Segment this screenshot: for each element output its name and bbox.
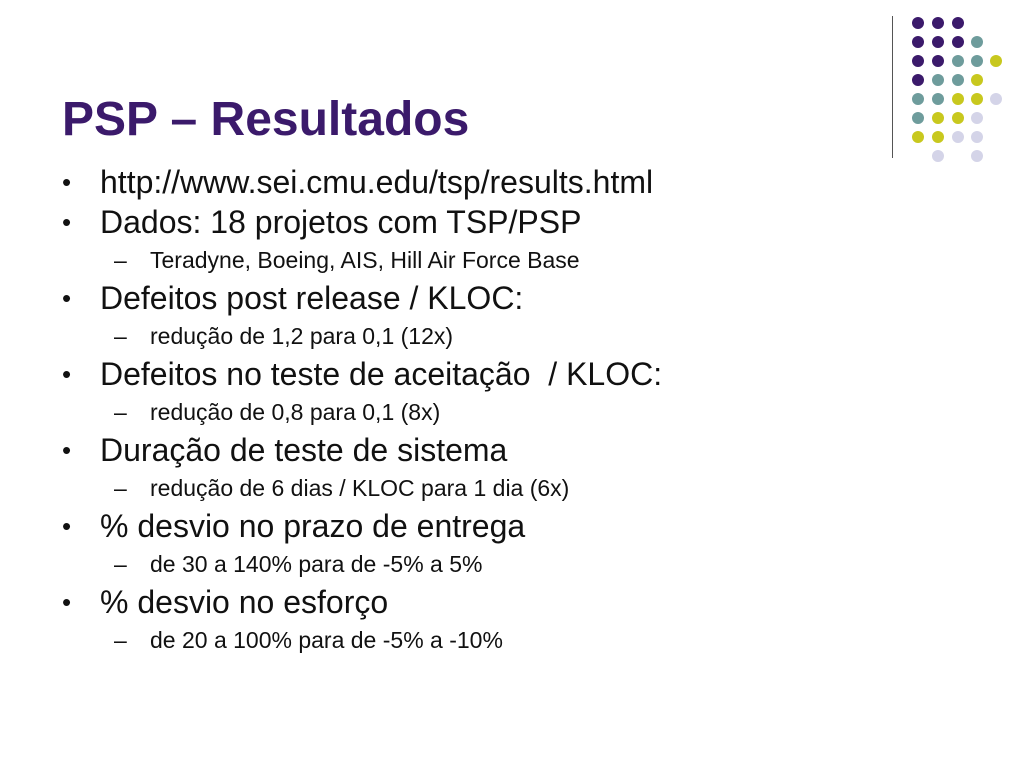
dot [932,112,944,124]
sub-bullet-marker: – [114,475,127,501]
dot [971,36,983,48]
sub-bullet-text: Teradyne, Boeing, AIS, Hill Air Force Base [150,247,580,273]
bullet-item [62,582,962,622]
dot [952,112,964,124]
dot [932,93,944,105]
dot-row-6 [912,112,983,124]
bullet-text: Defeitos post release / KLOC: [100,280,524,316]
bullet-marker: • [62,167,72,197]
dot [971,131,983,143]
dot [932,36,944,48]
dot [912,74,924,86]
dot [971,74,983,86]
dot [971,112,983,124]
bullet-marker: • [62,587,72,617]
sub-bullet-text: de 30 a 140% para de -5% a 5% [150,551,483,577]
bullet-marker: • [62,283,72,313]
dot-row-5 [912,93,1002,105]
dot [971,93,983,105]
dot-row-1 [912,17,964,29]
bullet-item [62,354,962,394]
bullet-text: % desvio no prazo de entrega [100,508,526,544]
bullet-item [62,278,962,318]
sub-bullet-item [62,242,962,278]
bullet-text: Duração de teste de sistema [100,432,508,468]
slide-title: PSP – Resultados [62,93,470,146]
dot [971,150,983,162]
bullet-item [62,506,962,546]
sub-bullet-item [62,470,962,506]
dot [952,36,964,48]
dot [952,55,964,67]
sub-bullet-marker: – [114,399,127,425]
sub-bullet-marker: – [114,323,127,349]
dot [912,17,924,29]
dot [932,150,944,162]
sub-bullet-item [62,622,962,658]
sub-bullet-marker: – [114,247,127,273]
bullet-item [62,202,962,242]
sub-bullet-marker: – [114,551,127,577]
decorative-dot-pattern [0,0,1024,180]
bullet-item [62,430,962,470]
bullet-marker: • [62,511,72,541]
dot [912,36,924,48]
sub-bullet-text: redução de 0,8 para 0,1 (8x) [150,399,441,425]
dot-row-7 [912,131,983,143]
bullet-marker: • [62,359,72,389]
sub-bullet-item [62,394,962,430]
bullet-item [62,162,962,202]
dot-row-2 [912,36,983,48]
bullet-marker: • [62,435,72,465]
dot [990,55,1002,67]
bullet-text: Dados: 18 projetos com TSP/PSP [100,204,582,240]
dot [932,74,944,86]
bullet-text: http://www.sei.cmu.edu/tsp/results.html [100,164,654,200]
dot [932,131,944,143]
dot-row-3 [912,55,1002,67]
sub-bullet-item [62,546,962,582]
dot [932,55,944,67]
sub-bullet-marker: – [114,627,127,653]
dot [952,131,964,143]
sub-bullet-text: de 20 a 100% para de -5% a -10% [150,627,503,653]
bullet-text: % desvio no esforço [100,584,389,620]
dot [912,93,924,105]
dot [912,131,924,143]
dot [990,93,1002,105]
sub-bullet-text: redução de 1,2 para 0,1 (12x) [150,323,454,349]
dot [912,112,924,124]
sub-bullet-item [62,318,962,354]
dot [952,74,964,86]
dot [971,55,983,67]
dot [952,17,964,29]
bullet-text: Defeitos no teste de aceitação / KLOC: [100,356,663,392]
dot-row-8 [932,150,983,162]
bullet-list [62,162,962,658]
dot [952,93,964,105]
dot [912,55,924,67]
sub-bullet-text: redução de 6 dias / KLOC para 1 dia (6x) [150,475,570,501]
dot [932,17,944,29]
bullet-marker: • [62,207,72,237]
vertical-divider [892,16,893,158]
dot-row-4 [912,74,983,86]
